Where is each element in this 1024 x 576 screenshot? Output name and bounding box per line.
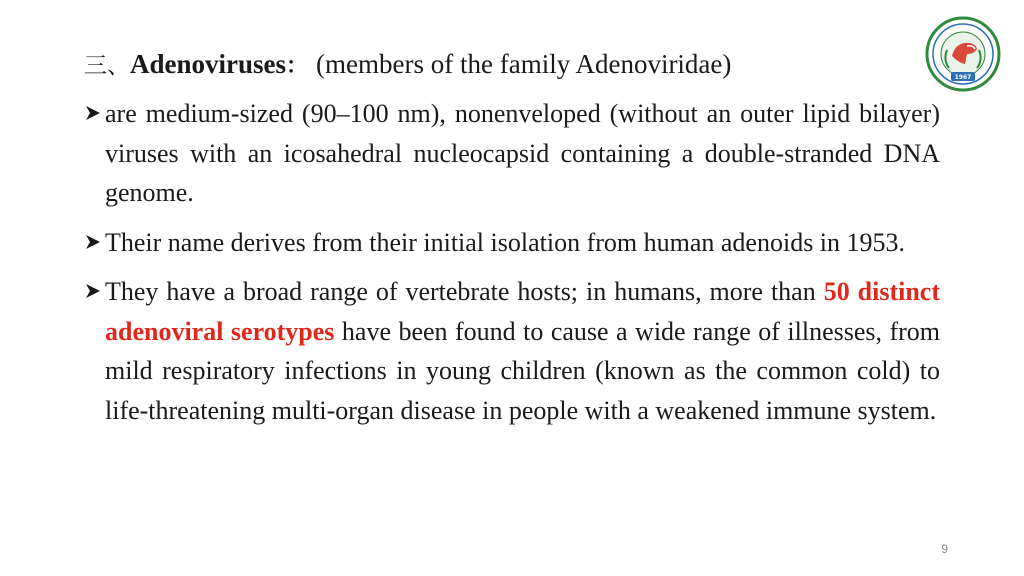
arrow-bullet-icon — [84, 233, 102, 251]
heading-subtitle: (members of the family Adenoviridae) — [316, 49, 732, 79]
arrow-bullet-icon — [84, 282, 102, 300]
bullet-item-3 — [84, 272, 940, 430]
bullet-item-2 — [84, 223, 940, 263]
heading-colon: ： — [286, 54, 309, 79]
bullet-item-1 — [84, 94, 940, 213]
hospital-logo — [925, 16, 1001, 92]
bullet-text: are medium-sized (90–100 nm), nonenveloped (without an outer lipid bilayer) viruses with an icosahedral nucleocapsid containing a double-stranded DNA genome. — [105, 99, 940, 207]
heading-title: Adenoviruses — [130, 49, 287, 79]
logo-year: 1967 — [954, 74, 972, 81]
bullet-text-before: They have a broad range of vertebrate hosts; in humans, more than — [105, 277, 824, 306]
bullet-list — [84, 94, 940, 440]
bullet-text-after: have been found to cause a wide range of illnesses, from mild respiratory infections in young children (known as the common cold) to life-threatening multi-organ disease in people with a weakened immune system. — [105, 316, 941, 425]
arrow-bullet-icon — [84, 104, 102, 122]
heading-prefix: 三、 — [84, 53, 130, 79]
slide-heading — [84, 44, 731, 87]
bullet-text: Their name derives from their initial isolation from human adenoids in 1953. — [105, 227, 906, 257]
page-number: 9 — [941, 542, 948, 556]
highlighted-text: 50 distinct adenoviral serotypes — [105, 277, 940, 346]
